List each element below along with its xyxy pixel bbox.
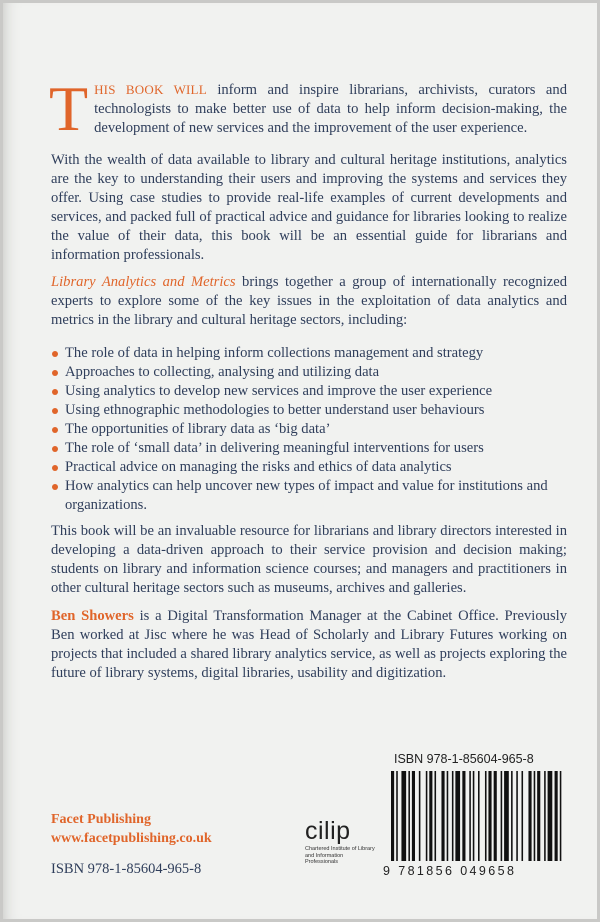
intro-paragraph [49, 73, 567, 144]
barcode-bar [447, 771, 449, 861]
barcode-bar [534, 771, 536, 861]
audience-paragraph: This book will be an invaluable resource for librarians and library directors interested in developing a data-driven approach to their service provision and decision making; students on library and information science courses; and managers and practitioners in other cultural heritage sectors such as museums, archives and galleries. [51, 523, 567, 596]
barcode-bar [528, 771, 531, 861]
barcode-bar [408, 771, 410, 861]
topic-item: Practical advice on managing the risks and ethics of data analytics [51, 458, 571, 477]
barcode-bar [455, 771, 460, 861]
barcode-bar [522, 771, 524, 861]
barcode-bar [485, 771, 487, 861]
topic-item: Using ethnographic methodologies to better understand user behaviours [51, 401, 571, 420]
contents-intro-text: brings together a group of internationally recognized experts to explore some of the key issues in the exploitation of data analytics and metrics in the library and cultural heritage sectors, including: [51, 274, 568, 328]
barcode-isbn-label: ISBN 978-1-85604-965-8 [394, 752, 534, 766]
barcode-bar [452, 771, 454, 861]
barcode-bar [412, 771, 415, 861]
author-name: Ben Showers [51, 608, 134, 624]
publisher-name: Facet Publishing [51, 812, 151, 827]
contents-intro-paragraph [51, 273, 567, 330]
barcode-bar [544, 771, 546, 861]
isbn-bottom: ISBN 978-1-85604-965-8 [51, 861, 202, 877]
intro-lead-in: HIS BOOK WILL [94, 82, 207, 97]
barcode-bar [435, 771, 437, 861]
publisher-block [51, 810, 212, 848]
topic-item: The role of data in helping inform collections management and strategy [51, 344, 571, 363]
topic-item: The role of ‘small data’ in delivering meaningful interventions for users [51, 439, 571, 458]
barcode-bar [419, 771, 421, 861]
barcode-bar [516, 771, 518, 861]
author-bio-text: is a Digital Transformation Manager at the Cabinet Office. Previously Ben worked at Jisc where he was Head of Scholarly and Library Futures working on projects that included a shared library analytics service, as well as projects exploring the future of library systems, digital libraries, usability and digitization. [51, 608, 567, 681]
barcode-bar [473, 771, 475, 861]
cilip-tagline: Chartered Institute of Library and Information Professionals [305, 846, 375, 865]
cilip-wordmark: cilip [305, 817, 351, 845]
barcode-bar [501, 771, 503, 861]
barcode-bar [504, 771, 509, 861]
barcode-bar [478, 771, 480, 861]
description-paragraph: With the wealth of data available to library and cultural heritage institutions, analytics are the key to understanding their users and improving the systems and services they offer. Using case studies to provide real-life examples of current developments and services, and packed full of practical advice and guidance for libraries looking to realize the value of their data, this book will be an essential guide for librarians and information professionals. [51, 152, 567, 263]
barcode-bar [426, 771, 428, 861]
barcode-bar [488, 771, 491, 861]
drop-cap: T [49, 73, 89, 144]
barcode-digits: 9 781856 049658 [383, 864, 517, 878]
barcode-bar [494, 771, 497, 861]
barcode-bar [511, 771, 513, 861]
barcode-bar [396, 771, 398, 861]
topic-item: Using analytics to develop new services and improve the user experience [51, 382, 571, 401]
barcode-bar [391, 771, 394, 861]
intro-text: inform and inspire librarians, archivists, curators and technologists to make better use of data to help inform decision-making, the development of new services and the improvement of the user experience. [94, 82, 567, 136]
barcode-bar [555, 771, 558, 861]
barcode-bar [469, 771, 471, 861]
barcode-bar [548, 771, 553, 861]
barcode-image [390, 771, 566, 861]
publisher-url: www.facetpublishing.co.uk [51, 831, 212, 846]
topic-item: Approaches to collecting, analysing and utilizing data [51, 363, 571, 382]
barcode-bar [560, 771, 562, 861]
barcode-bar [537, 771, 540, 861]
author-bio-paragraph [51, 607, 567, 683]
topic-item: How analytics can help uncover new types of impact and value for institutions and organizations. [51, 477, 571, 515]
barcode-bar [401, 771, 406, 861]
barcode-bar [429, 771, 432, 861]
cilip-logo [305, 818, 385, 866]
book-title-italic: Library Analytics and Metrics [51, 274, 236, 290]
barcode-bar [441, 771, 444, 861]
barcode-bar [462, 771, 465, 861]
topics-list [51, 344, 571, 515]
topic-item: The opportunities of library data as ‘big data’ [51, 420, 571, 439]
